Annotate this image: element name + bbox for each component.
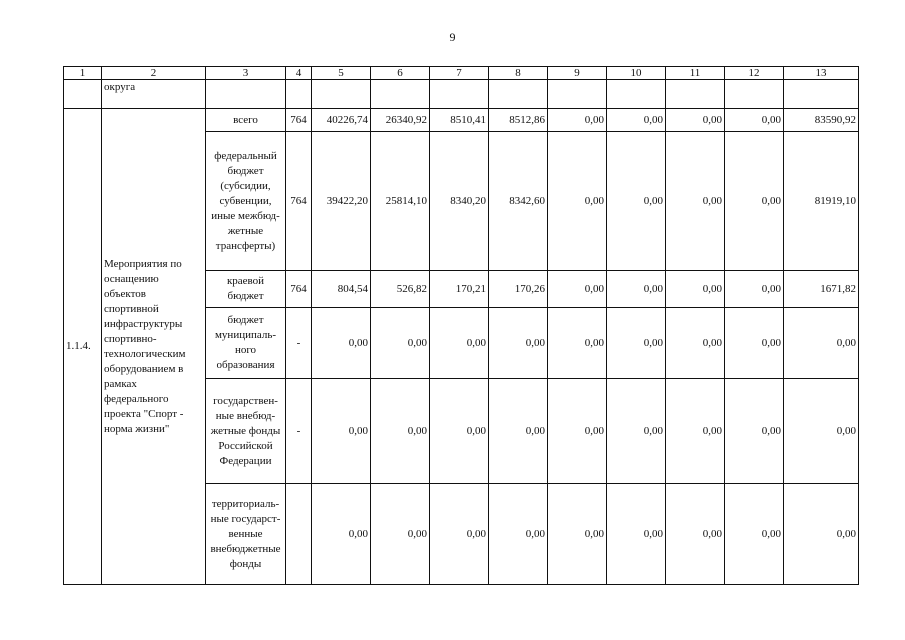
value-cell: 0,00	[548, 308, 607, 379]
column-number: 1	[64, 67, 102, 80]
value-cell: 804,54	[312, 271, 371, 308]
funding-source: краевой бюджет	[206, 271, 286, 308]
value-cell: 0,00	[607, 379, 666, 484]
value-cell: 170,21	[430, 271, 489, 308]
value-cell: 0,00	[725, 308, 784, 379]
budget-table	[63, 66, 859, 585]
total-cell: 0,00	[784, 308, 859, 379]
value-cell: 0,00	[312, 308, 371, 379]
value-cell: 8340,20	[430, 132, 489, 271]
column-number: 7	[430, 67, 489, 80]
value-cell: 0,00	[666, 109, 725, 132]
value-cell: 0,00	[607, 271, 666, 308]
column-number: 13	[784, 67, 859, 80]
funding-source: государствен-ные внебюд-жетные фонды Российской Федерации	[206, 379, 286, 484]
value-cell: 0,00	[666, 132, 725, 271]
value-cell: 26340,92	[371, 109, 430, 132]
funding-source: бюджет муниципаль-ного образования	[206, 308, 286, 379]
code-cell: -	[286, 308, 312, 379]
continuation-row	[64, 80, 859, 109]
value-cell: 0,00	[666, 308, 725, 379]
value-cell: 0,00	[666, 484, 725, 585]
value-cell: 0,00	[312, 379, 371, 484]
column-number: 2	[102, 67, 206, 80]
funding-source: всего	[206, 109, 286, 132]
continuation-name: округа	[102, 80, 206, 109]
value-cell: 40226,74	[312, 109, 371, 132]
value-cell: 0,00	[725, 109, 784, 132]
value-cell: 0,00	[607, 484, 666, 585]
column-number: 11	[666, 67, 725, 80]
column-number: 9	[548, 67, 607, 80]
value-cell: 0,00	[666, 271, 725, 308]
total-cell: 0,00	[784, 484, 859, 585]
value-cell: 0,00	[548, 271, 607, 308]
code-cell: -	[286, 379, 312, 484]
value-cell: 0,00	[489, 484, 548, 585]
total-cell: 81919,10	[784, 132, 859, 271]
value-cell: 0,00	[607, 132, 666, 271]
funding-source: территориаль-ные государст-венные внебюджетные фонды	[206, 484, 286, 585]
value-cell: 0,00	[430, 484, 489, 585]
value-cell: 0,00	[371, 308, 430, 379]
value-cell: 0,00	[607, 109, 666, 132]
column-number: 5	[312, 67, 371, 80]
table-row	[64, 109, 859, 132]
value-cell: 0,00	[725, 379, 784, 484]
value-cell: 8342,60	[489, 132, 548, 271]
value-cell: 25814,10	[371, 132, 430, 271]
page-number: 9	[449, 30, 456, 44]
column-number-row	[64, 67, 859, 80]
empty-cell	[64, 80, 102, 109]
value-cell: 0,00	[312, 484, 371, 585]
value-cell: 0,00	[607, 308, 666, 379]
value-cell: 0,00	[430, 379, 489, 484]
total-cell: 83590,92	[784, 109, 859, 132]
funding-source: федеральный бюджет (субсидии, субвенции, иные межбюд-жетные трансферты)	[206, 132, 286, 271]
code-cell: 764	[286, 132, 312, 271]
value-cell: 0,00	[548, 484, 607, 585]
code-cell: 764	[286, 109, 312, 132]
value-cell: 8510,41	[430, 109, 489, 132]
value-cell: 39422,20	[312, 132, 371, 271]
column-number: 8	[489, 67, 548, 80]
value-cell: 0,00	[548, 132, 607, 271]
value-cell: 0,00	[548, 109, 607, 132]
value-cell: 0,00	[725, 271, 784, 308]
value-cell: 0,00	[371, 484, 430, 585]
value-cell: 0,00	[489, 308, 548, 379]
code-cell	[286, 484, 312, 585]
value-cell: 0,00	[725, 132, 784, 271]
value-cell: 0,00	[725, 484, 784, 585]
value-cell: 526,82	[371, 271, 430, 308]
value-cell: 170,26	[489, 271, 548, 308]
item-index: 1.1.4.	[64, 109, 102, 585]
code-cell: 764	[286, 271, 312, 308]
column-number: 3	[206, 67, 286, 80]
total-cell: 1671,82	[784, 271, 859, 308]
value-cell: 0,00	[371, 379, 430, 484]
column-number: 6	[371, 67, 430, 80]
value-cell: 0,00	[548, 379, 607, 484]
item-name: Мероприятия по оснащению объектов спортивной инфраструктуры спортивно-технологическим оборудованием в рамках федерального проекта "Спорт - норма жизни"	[102, 109, 206, 585]
total-cell: 0,00	[784, 379, 859, 484]
value-cell: 0,00	[666, 379, 725, 484]
value-cell: 0,00	[489, 379, 548, 484]
value-cell: 8512,86	[489, 109, 548, 132]
value-cell: 0,00	[430, 308, 489, 379]
column-number: 4	[286, 67, 312, 80]
column-number: 10	[607, 67, 666, 80]
column-number: 12	[725, 67, 784, 80]
